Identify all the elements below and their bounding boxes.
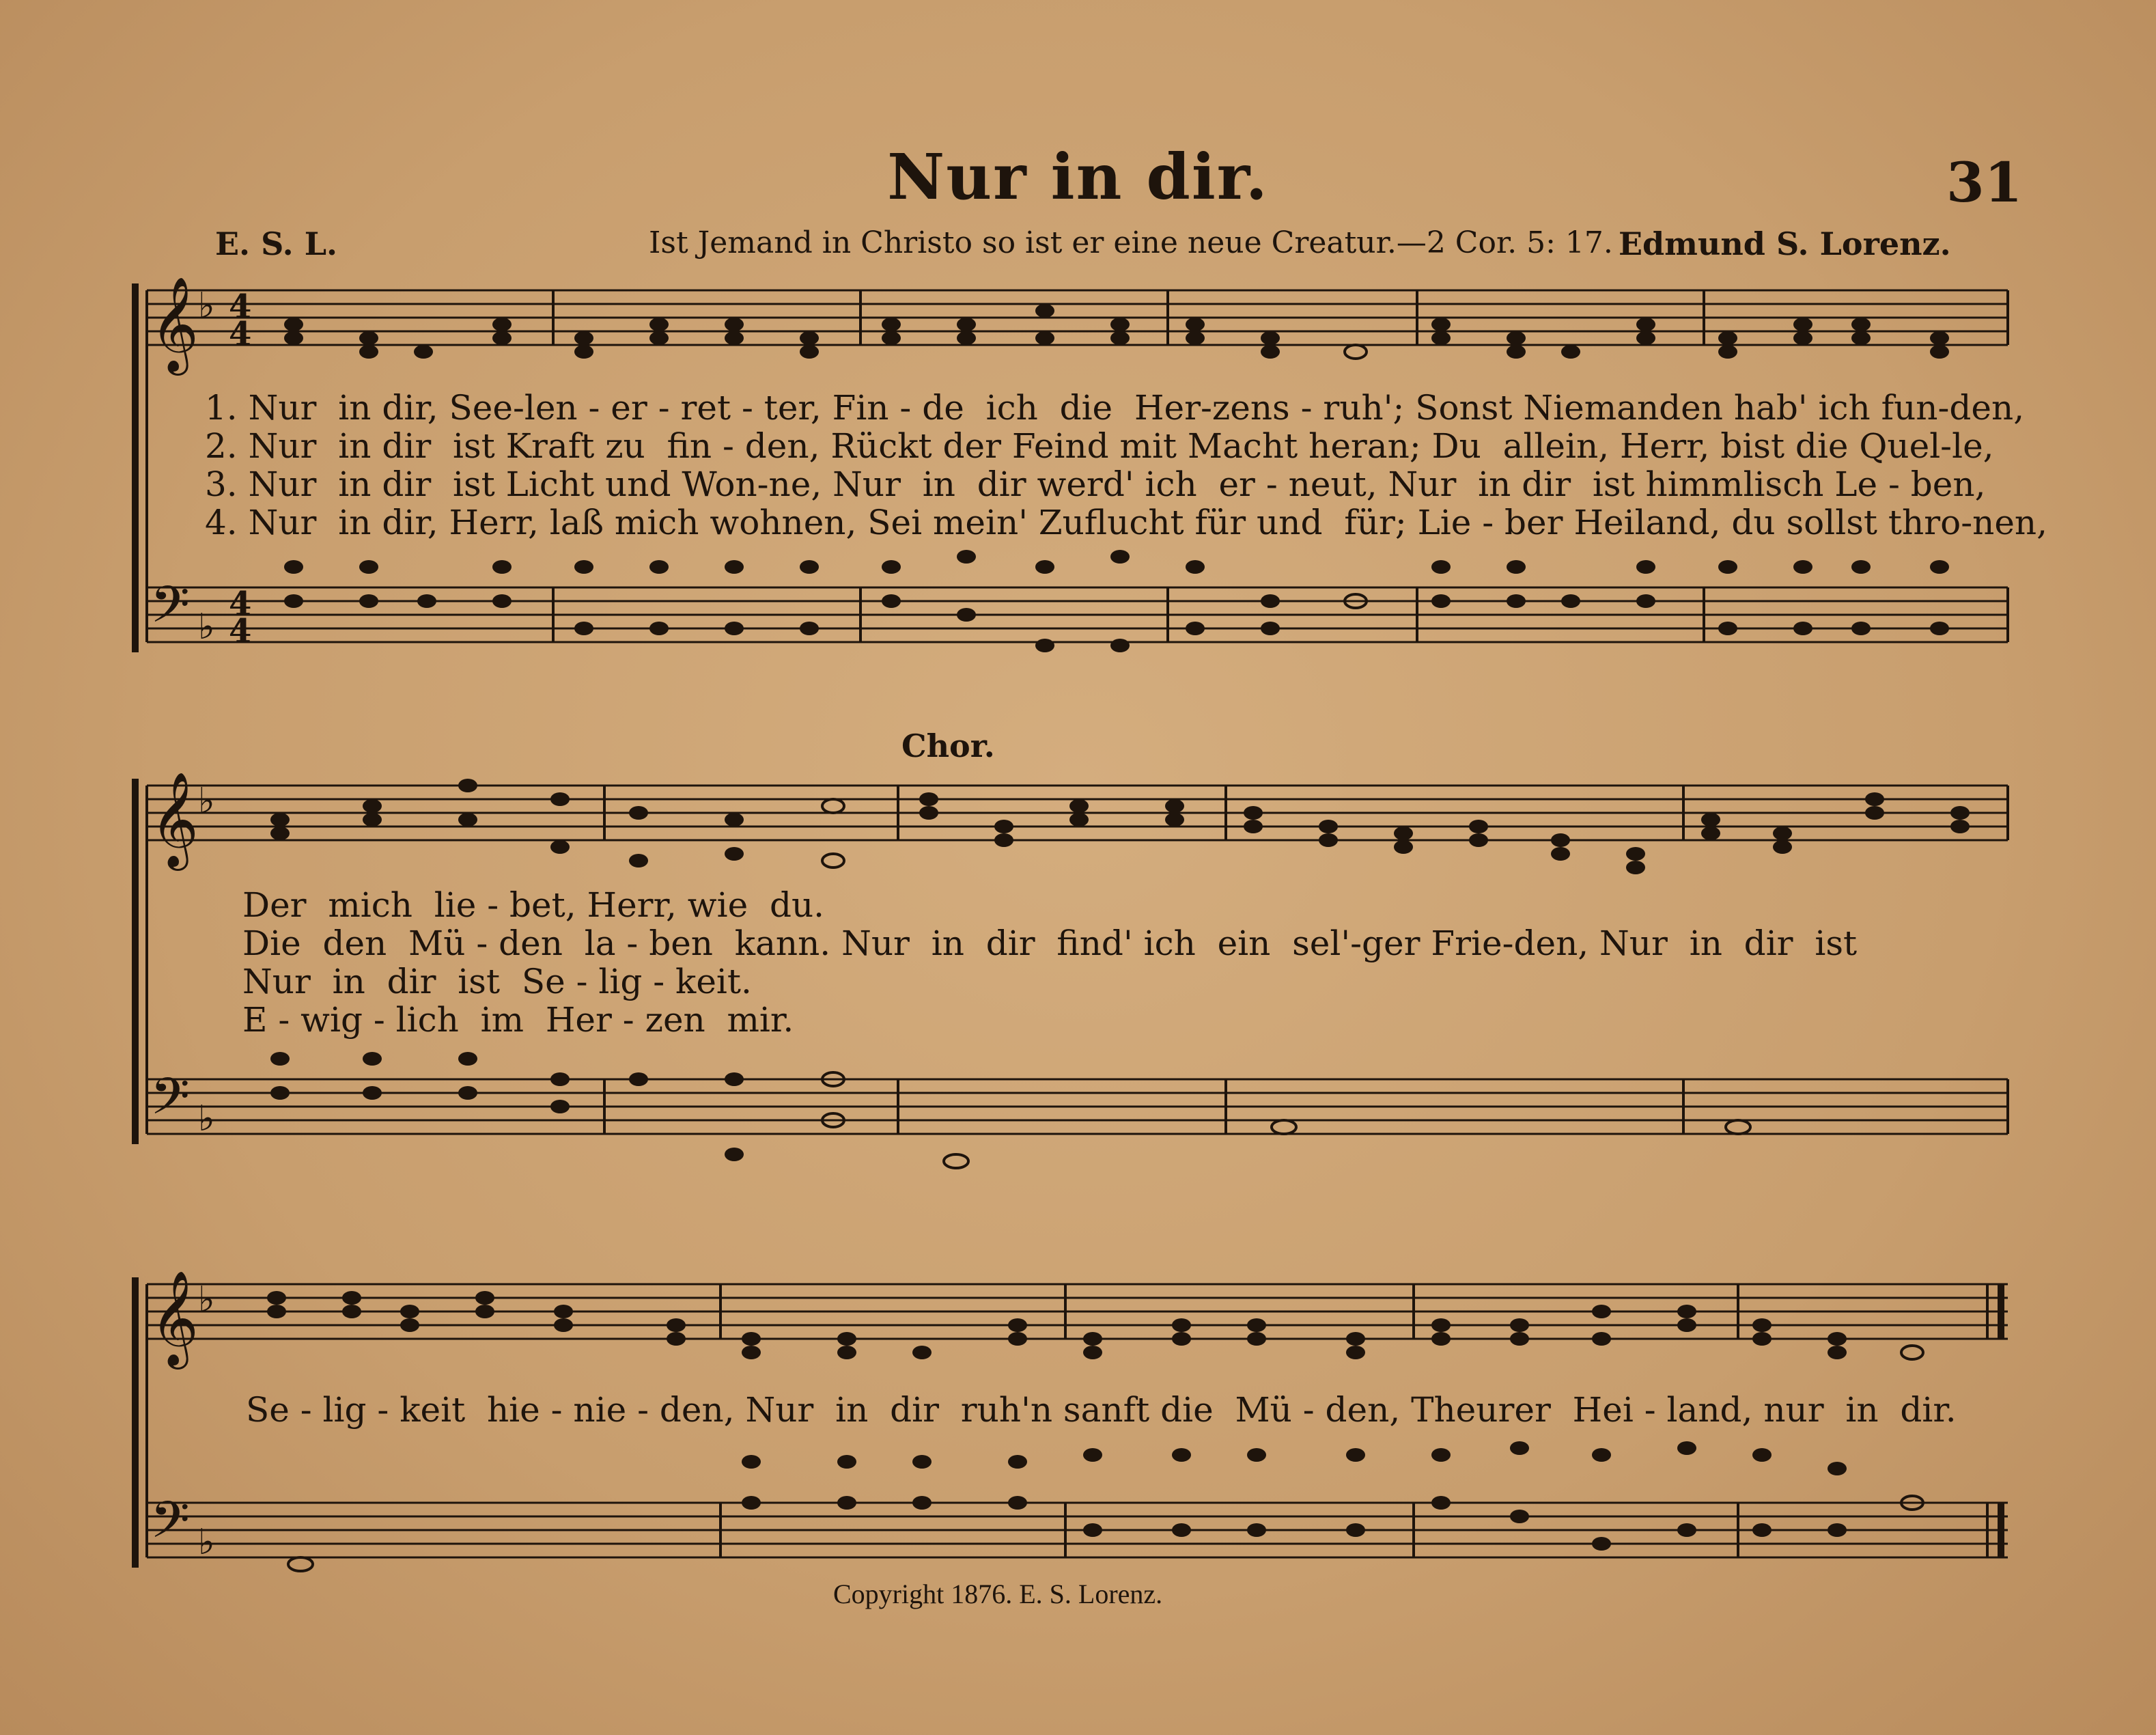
verse-4-line: 4. Nur in dir, Herr, laß mich wohnen, Sei mein' Zuflucht für und für; Lie - ber Heiland, du sollst thro-nen,: [205, 503, 2047, 542]
system2-line-3: Nur in dir ist Se - lig - keit.: [242, 962, 752, 1001]
verse-2-line: 2. Nur in dir ist Kraft zu fin - den, Rückt der Feind mit Macht heran; Du allein, Herr, bist die Quel-le,: [205, 426, 1994, 466]
chorus-label: Chor.: [901, 727, 995, 764]
svg-text:♭: ♭: [198, 780, 215, 822]
system2-line-2: Die den Mü - den la - ben kann. Nur in dir find' ich ein sel'-ger Frie-den, Nur in dir ist: [242, 924, 1858, 963]
system2-line-1: Der mich lie - bet, Herr, wie du.: [242, 885, 825, 925]
bass-staff-3: [147, 1503, 2008, 1557]
svg-text:4: 4: [229, 288, 252, 326]
svg-text:♭: ♭: [198, 1279, 215, 1320]
treble-staff-3: [147, 1284, 2008, 1339]
scripture-reference: Ist Jemand in Christo so ist er eine neue Creatur.—2 Cor. 5: 17.: [649, 225, 1613, 260]
verse-3-line: 3. Nur in dir ist Licht und Won-ne, Nur in dir werd' ich er - neut, Nur in dir ist himmlisch Le - ben,: [205, 464, 1986, 504]
system2-line-4: E - wig - lich im Her - zen mir.: [242, 1000, 794, 1040]
svg-text:𝄞: 𝄞: [150, 772, 199, 867]
svg-text:4: 4: [229, 585, 252, 623]
svg-text:𝄢: 𝄢: [150, 1067, 190, 1139]
svg-text:♭: ♭: [198, 1098, 215, 1139]
composer-name: Edmund S. Lorenz.: [1619, 225, 1951, 262]
treble-staff-2: [147, 786, 2008, 840]
copyright-notice: Copyright 1876. E. S. Lorenz.: [833, 1579, 1163, 1609]
svg-text:♭: ♭: [198, 1521, 215, 1563]
page-number: 31: [1946, 150, 2023, 214]
svg-text:𝄢: 𝄢: [150, 1490, 190, 1562]
bass-staff-2: [147, 1079, 2008, 1134]
treble-clef-icon: 𝄞: [150, 277, 199, 372]
svg-text:♭: ♭: [198, 285, 215, 327]
bass-clef-icon: 𝄢: [150, 575, 190, 647]
hymn-title: Nur in dir.: [887, 140, 1269, 214]
svg-text:4: 4: [229, 315, 252, 353]
svg-text:4: 4: [229, 612, 252, 650]
lyricist-initials: E. S. L.: [215, 225, 338, 262]
system3-lyric: Se - lig - keit hie - nie - den, Nur in dir ruh'n sanft die Mü - den, Theurer Hei - land, nur in dir.: [246, 1390, 1957, 1430]
svg-text:♭: ♭: [198, 606, 215, 648]
verse-1-line: 1. Nur in dir, See-len - er - ret - ter, Fin - de ich die Her-zens - ruh'; Sonst Niemanden hab' ich fun-den,: [205, 388, 2025, 428]
svg-text:𝄞: 𝄞: [150, 1271, 199, 1365]
